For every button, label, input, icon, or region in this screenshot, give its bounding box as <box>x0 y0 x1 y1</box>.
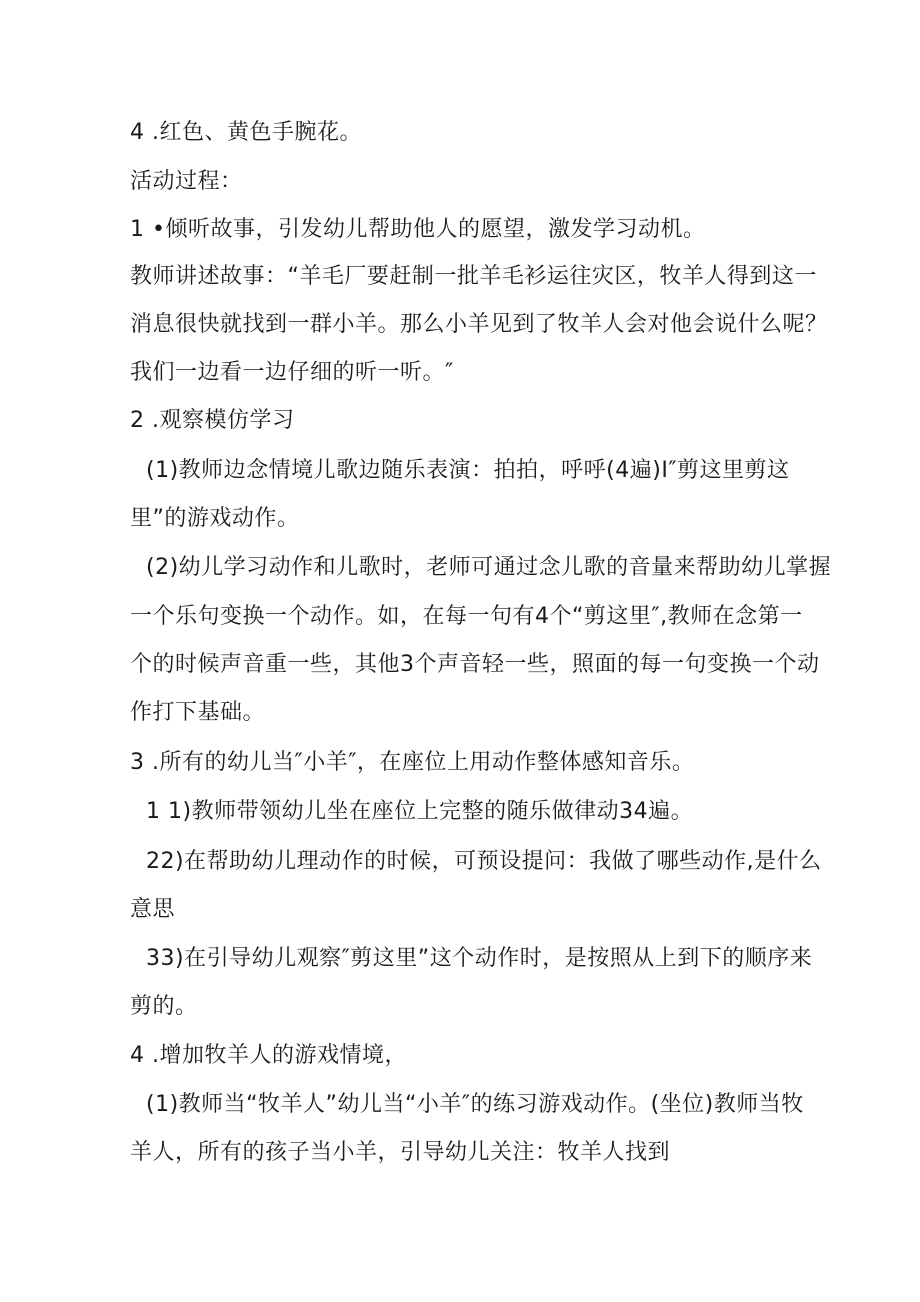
text-line: 1 •倾听故事，引发幼儿帮助他人的愿望，激发学习动机。 <box>130 217 706 242</box>
text-line: 4 .增加牧羊人的游戏情境， <box>130 1043 407 1068</box>
text-line: 意思 <box>130 897 176 922</box>
text-line: 22)在帮助幼儿理动作的时候，可预设提问：我做了哪些动作,是什么 <box>146 849 822 874</box>
text-line: 剪的。 <box>130 994 198 1019</box>
text-line: 教师讲述故事：“羊毛厂要赶制一批羊毛衫运往灾区，牧羊人得到这一 <box>130 264 817 289</box>
text-line: 4 .红色、黄色手腕花。 <box>130 120 362 145</box>
text-line: 消息很快就找到一群小羊。那么小羊见到了牧羊人会对他会说什么呢？ <box>130 312 828 337</box>
text-line: 羊人，所有的孩子当小羊，引导幼儿关注：牧羊人找到 <box>130 1140 671 1165</box>
text-line: 作打下基础。 <box>130 700 266 725</box>
text-line: (2)幼儿学习动作和儿歌时，老师可通过念儿歌的音量来帮助幼儿掌握 <box>146 555 832 580</box>
text-line: 3 .所有的幼儿当″小羊″，在座位上用动作整体感知音乐。 <box>130 750 695 775</box>
text-line: 2 .观察模仿学习 <box>130 408 295 433</box>
text-line: 33)在引导幼儿观察″剪这里”这个动作时，是按照从上到下的顺序来 <box>146 946 813 971</box>
text-line: (1)教师当“牧羊人”幼儿当“小羊″的练习游戏动作。(坐位)教师当牧 <box>146 1092 804 1117</box>
text-line: 里”的游戏动作。 <box>130 506 300 531</box>
text-line: (1)教师边念情境儿歌边随乐表演：拍拍，呼呼(4遍)I″剪这里剪这 <box>146 458 790 483</box>
text-line: 我们一边看一边仔细的听一听。″ <box>130 360 454 385</box>
text-line: 一个乐句变换一个动作。如，在每一句有4个“剪这里″,教师在念第一 <box>130 604 803 629</box>
text-line: 个的时候声音重一些，其他3个声音轻一些，照面的每一句变换一个动 <box>130 652 820 677</box>
text-line: 1 1)教师带领幼儿坐在座位上完整的随乐做律动34遍。 <box>146 799 694 824</box>
text-line: 活动过程： <box>130 169 243 194</box>
